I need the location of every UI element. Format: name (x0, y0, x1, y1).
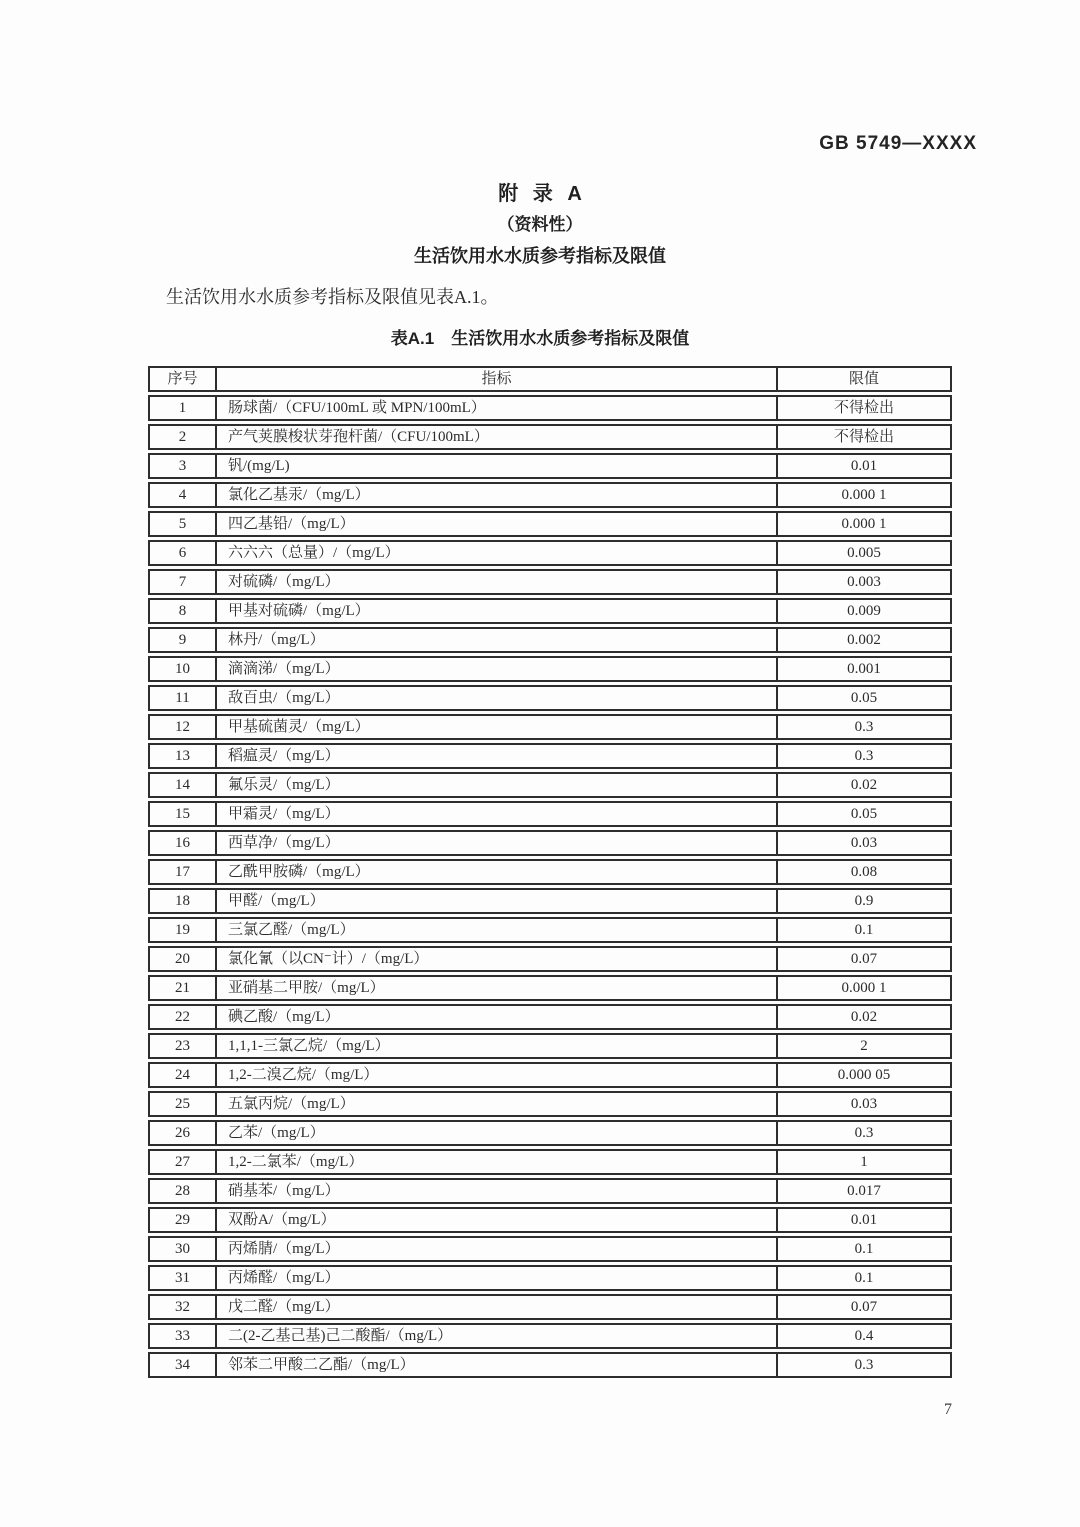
indicator-cell: 三氯乙醛/（mg/L） (215, 917, 776, 943)
table-row (148, 1004, 952, 1030)
indicator-cell: 稻瘟灵/（mg/L） (215, 743, 776, 769)
indicator-cell: 西草净/（mg/L） (215, 830, 776, 856)
table-row (148, 1207, 952, 1233)
indicator-cell: 双酚A/（mg/L） (215, 1207, 776, 1233)
table-row (148, 859, 952, 885)
table-row (148, 1323, 952, 1349)
row-index-cell: 1 (148, 395, 215, 421)
limit-cell: 0.05 (776, 685, 952, 711)
table-row (148, 1236, 952, 1262)
table-row (148, 1062, 952, 1088)
limit-cell: 0.07 (776, 1294, 952, 1320)
limit-cell: 0.02 (776, 1004, 952, 1030)
limit-cell: 0.07 (776, 946, 952, 972)
indicator-cell: 丙烯腈/（mg/L） (215, 1236, 776, 1262)
limit-cell: 0.3 (776, 1120, 952, 1146)
limit-cell: 0.3 (776, 1352, 952, 1378)
indicator-cell: 甲基硫菌灵/（mg/L） (215, 714, 776, 740)
water-quality-table (148, 363, 952, 1381)
limit-cell: 不得检出 (776, 395, 952, 421)
indicator-cell: 甲霜灵/（mg/L） (215, 801, 776, 827)
row-index-cell: 29 (148, 1207, 215, 1233)
limit-cell: 0.000 05 (776, 1062, 952, 1088)
indicator-cell: 四乙基铅/（mg/L） (215, 511, 776, 537)
table-row (148, 1149, 952, 1175)
row-index-cell: 8 (148, 598, 215, 624)
table-row (148, 511, 952, 537)
indicator-cell: 1,1,1-三氯乙烷/（mg/L） (215, 1033, 776, 1059)
appendix-title: 附 录 A (498, 183, 582, 205)
limit-cell: 0.03 (776, 830, 952, 856)
limit-cell: 1 (776, 1149, 952, 1175)
indicator-cell: 乙苯/（mg/L） (215, 1120, 776, 1146)
indicator-cell: 对硫磷/（mg/L） (215, 569, 776, 595)
limit-cell: 0.1 (776, 1265, 952, 1291)
limit-cell: 0.009 (776, 598, 952, 624)
row-index-cell: 22 (148, 1004, 215, 1030)
row-index-cell: 30 (148, 1236, 215, 1262)
limit-cell: 0.000 1 (776, 511, 952, 537)
indicator-cell: 二(2-乙基己基)己二酸酯/（mg/L） (215, 1323, 776, 1349)
table-caption: 表A.1 生活饮用水水质参考指标及限值 (390, 329, 690, 348)
row-index-cell: 3 (148, 453, 215, 479)
limit-cell: 0.1 (776, 1236, 952, 1262)
limit-cell: 0.02 (776, 772, 952, 798)
limit-cell: 0.01 (776, 453, 952, 479)
row-index-cell: 18 (148, 888, 215, 914)
row-index-cell: 26 (148, 1120, 215, 1146)
indicator-cell: 邻苯二甲酸二乙酯/（mg/L） (215, 1352, 776, 1378)
table-row (148, 1265, 952, 1291)
table-row (148, 917, 952, 943)
row-index-cell: 16 (148, 830, 215, 856)
row-index-cell: 4 (148, 482, 215, 508)
row-index-cell: 6 (148, 540, 215, 566)
limit-cell: 0.005 (776, 540, 952, 566)
indicator-cell: 氯化氰（以CN⁻计）/（mg/L） (215, 946, 776, 972)
standard-code: GB 5749—XXXX (819, 133, 977, 154)
limit-cell: 2 (776, 1033, 952, 1059)
indicator-cell: 氯化乙基汞/（mg/L） (215, 482, 776, 508)
limit-cell: 0.3 (776, 743, 952, 769)
indicator-cell: 产气荚膜梭状芽孢杆菌/（CFU/100mL） (215, 424, 776, 450)
table-row (148, 424, 952, 450)
table-row (148, 714, 952, 740)
indicator-cell: 乙酰甲胺磷/（mg/L） (215, 859, 776, 885)
limit-cell: 0.9 (776, 888, 952, 914)
row-index-cell: 19 (148, 917, 215, 943)
indicator-cell: 林丹/（mg/L） (215, 627, 776, 653)
limit-cell: 0.01 (776, 1207, 952, 1233)
indicator-cell: 甲醛/（mg/L） (215, 888, 776, 914)
table-row (148, 395, 952, 421)
table-row (148, 656, 952, 682)
table-row (148, 569, 952, 595)
indicator-cell: 甲基对硫磷/（mg/L） (215, 598, 776, 624)
row-index-cell: 17 (148, 859, 215, 885)
limit-cell: 0.001 (776, 656, 952, 682)
indicator-cell: 敌百虫/（mg/L） (215, 685, 776, 711)
row-index-cell: 32 (148, 1294, 215, 1320)
indicator-cell: 1,2-二氯苯/（mg/L） (215, 1149, 776, 1175)
limit-cell: 0.1 (776, 917, 952, 943)
indicator-cell: 硝基苯/（mg/L） (215, 1178, 776, 1204)
row-index-cell: 23 (148, 1033, 215, 1059)
row-index-cell: 11 (148, 685, 215, 711)
row-index-cell: 20 (148, 946, 215, 972)
row-index-cell: 14 (148, 772, 215, 798)
row-index-cell: 33 (148, 1323, 215, 1349)
row-index-cell: 15 (148, 801, 215, 827)
limit-cell: 0.03 (776, 1091, 952, 1117)
limit-cell: 0.08 (776, 859, 952, 885)
table-row (148, 801, 952, 827)
appendix-kind-label: （资料性） (497, 215, 583, 234)
row-index-cell: 25 (148, 1091, 215, 1117)
limit-cell: 0.000 1 (776, 975, 952, 1001)
limit-cell: 0.4 (776, 1323, 952, 1349)
row-index-cell: 5 (148, 511, 215, 537)
table-row (148, 482, 952, 508)
indicator-cell: 1,2-二溴乙烷/（mg/L） (215, 1062, 776, 1088)
indicator-cell: 戊二醛/（mg/L） (215, 1294, 776, 1320)
row-index-cell: 13 (148, 743, 215, 769)
row-index-cell: 10 (148, 656, 215, 682)
limit-cell: 0.003 (776, 569, 952, 595)
limit-cell: 0.000 1 (776, 482, 952, 508)
indicator-cell: 五氯丙烷/（mg/L） (215, 1091, 776, 1117)
table-row (148, 888, 952, 914)
row-index-cell: 27 (148, 1149, 215, 1175)
column-header-limit: 限值 (776, 366, 952, 392)
table-row (148, 946, 952, 972)
indicator-cell: 氟乐灵/（mg/L） (215, 772, 776, 798)
column-header-indicator: 指标 (215, 366, 776, 392)
table-body (148, 395, 952, 1378)
indicator-cell: 丙烯醛/（mg/L） (215, 1265, 776, 1291)
limit-cell: 0.002 (776, 627, 952, 653)
table-row (148, 975, 952, 1001)
intro-paragraph: 生活饮用水水质参考指标及限值见表A.1。 (166, 287, 499, 307)
row-index-cell: 21 (148, 975, 215, 1001)
table-row (148, 1352, 952, 1378)
table-row (148, 1178, 952, 1204)
table-row (148, 743, 952, 769)
table-header-row (148, 366, 952, 392)
indicator-cell: 六六六（总量）/（mg/L） (215, 540, 776, 566)
table-row (148, 772, 952, 798)
indicator-cell: 钒/(mg/L) (215, 453, 776, 479)
indicator-cell: 碘乙酸/（mg/L） (215, 1004, 776, 1030)
table-row (148, 1120, 952, 1146)
table-row (148, 1091, 952, 1117)
table-row (148, 830, 952, 856)
limit-cell: 0.05 (776, 801, 952, 827)
row-index-cell: 12 (148, 714, 215, 740)
limit-cell: 0.3 (776, 714, 952, 740)
table-row (148, 1294, 952, 1320)
row-index-cell: 34 (148, 1352, 215, 1378)
appendix-heading: 生活饮用水水质参考指标及限值 (414, 246, 666, 266)
limit-cell: 0.017 (776, 1178, 952, 1204)
indicator-cell: 滴滴涕/（mg/L） (215, 656, 776, 682)
indicator-cell: 亚硝基二甲胺/（mg/L） (215, 975, 776, 1001)
table-row (148, 1033, 952, 1059)
limit-cell: 不得检出 (776, 424, 952, 450)
table-row (148, 685, 952, 711)
row-index-cell: 9 (148, 627, 215, 653)
column-header-index: 序号 (148, 366, 215, 392)
table-row (148, 453, 952, 479)
indicator-cell: 肠球菌/（CFU/100mL 或 MPN/100mL） (215, 395, 776, 421)
table-row (148, 627, 952, 653)
row-index-cell: 2 (148, 424, 215, 450)
page-number: 7 (944, 1401, 952, 1418)
row-index-cell: 28 (148, 1178, 215, 1204)
row-index-cell: 31 (148, 1265, 215, 1291)
row-index-cell: 7 (148, 569, 215, 595)
row-index-cell: 24 (148, 1062, 215, 1088)
table-row (148, 598, 952, 624)
table-row (148, 540, 952, 566)
